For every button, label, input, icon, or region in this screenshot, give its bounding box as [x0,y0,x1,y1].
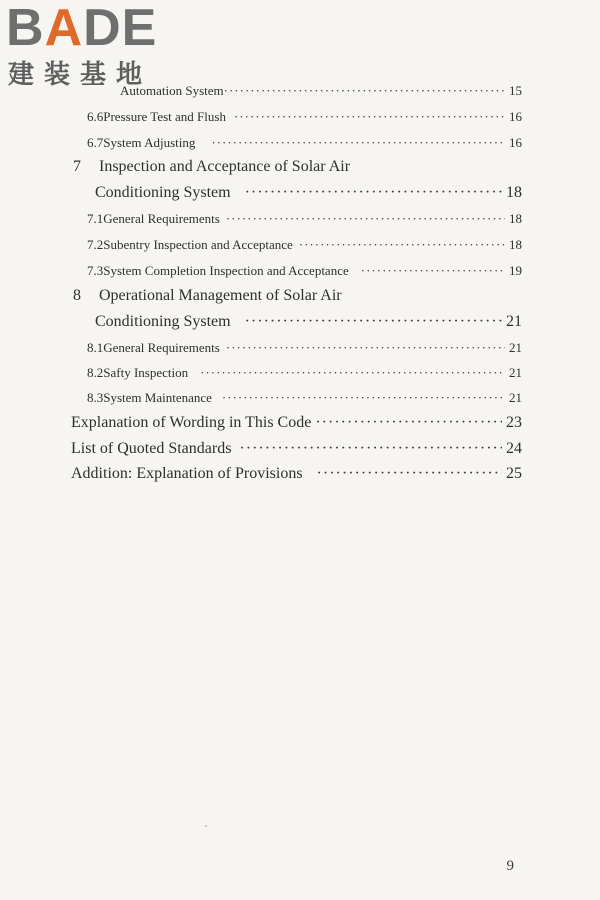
toc-entry [87,211,522,227]
toc-title: General Requirements [103,211,220,226]
toc-leader [361,263,505,279]
toc-title-continued: Conditioning System [95,313,231,330]
toc-title: Operational Management of Solar Air [99,287,342,304]
toc-leader [226,211,505,227]
toc-chapter-heading [73,287,342,305]
toc-leader [226,340,505,356]
toc-page: 15 [509,83,522,98]
toc-number: 6.6 [87,109,104,124]
toc-title: Explanation of Wording in This Code [71,414,312,431]
toc-entry [71,414,522,432]
scan-speck [205,825,207,827]
toc-leader [239,440,502,458]
toc-page: 24 [506,440,522,457]
toc-entry [95,313,522,331]
toc-number: 8.1 [87,340,104,355]
toc-page: 16 [509,109,522,124]
toc-page: 16 [509,135,522,150]
toc-title: List of Quoted Standards [71,440,232,457]
toc-entry [71,440,522,458]
toc-title: General Requirements [103,340,220,355]
toc-number: 7.1 [87,211,104,226]
toc-entry [87,365,522,381]
toc-leader [317,465,502,483]
toc-number: 7.3 [87,263,104,278]
toc-entry [87,340,522,356]
toc-entry [120,83,522,99]
toc-entry [71,465,522,483]
toc-entry [87,263,522,279]
toc-title: Pressure Test and Flush [103,109,226,124]
toc-title: Automation System [120,83,224,98]
toc-leader [245,313,502,331]
toc-leader [315,414,502,432]
toc-page: 18 [506,184,522,201]
toc-chapter-heading [73,158,350,176]
toc-page: 19 [509,263,522,278]
toc-number: 7 [73,158,81,175]
toc-number: 6.7 [87,135,104,150]
toc-leader [211,135,505,151]
toc-title: Inspection and Acceptance of Solar Air [99,158,351,175]
toc-title-continued: Conditioning System [95,184,231,201]
page-number: 9 [506,858,514,874]
toc-page: 21 [509,365,522,380]
toc-title: Addition: Explanation of Provisions [71,465,303,482]
toc-leader [299,237,505,253]
toc-page: 21 [509,390,522,405]
toc-number: 8 [73,287,81,304]
toc-page: 23 [506,414,522,431]
toc-title: Subentry Inspection and Acceptance [103,237,293,252]
toc-entry [87,109,522,125]
toc-entry [87,390,522,406]
logo-letter-a: A [44,0,84,57]
logo-letters-de: DE [83,0,158,57]
toc-title: System Completion Inspection and Acceptance [103,263,349,278]
toc-entry [95,184,522,202]
toc-page: 18 [509,211,522,226]
logo-subtitle: 建装基地 [8,60,153,90]
toc-page: 21 [506,313,522,330]
logo-wordmark [6,0,158,57]
logo-letter-b: B [6,0,45,57]
toc-number: 8.2 [87,365,104,380]
toc-leader [222,390,505,406]
toc-leader [200,365,505,381]
toc-entry [87,237,522,253]
toc-number: 7.2 [87,237,104,252]
toc-title: Safty Inspection [103,365,189,380]
toc-page: 21 [509,340,522,355]
toc-number: 8.3 [87,390,104,405]
toc-leader [234,109,505,125]
toc-title: System Maintenance [103,390,212,405]
toc-leader [245,184,502,202]
toc-leader [224,83,505,99]
toc-title: System Adjusting [103,135,196,150]
toc-page: 25 [506,465,522,482]
toc-page: 18 [509,237,522,252]
toc-entry [87,135,522,151]
